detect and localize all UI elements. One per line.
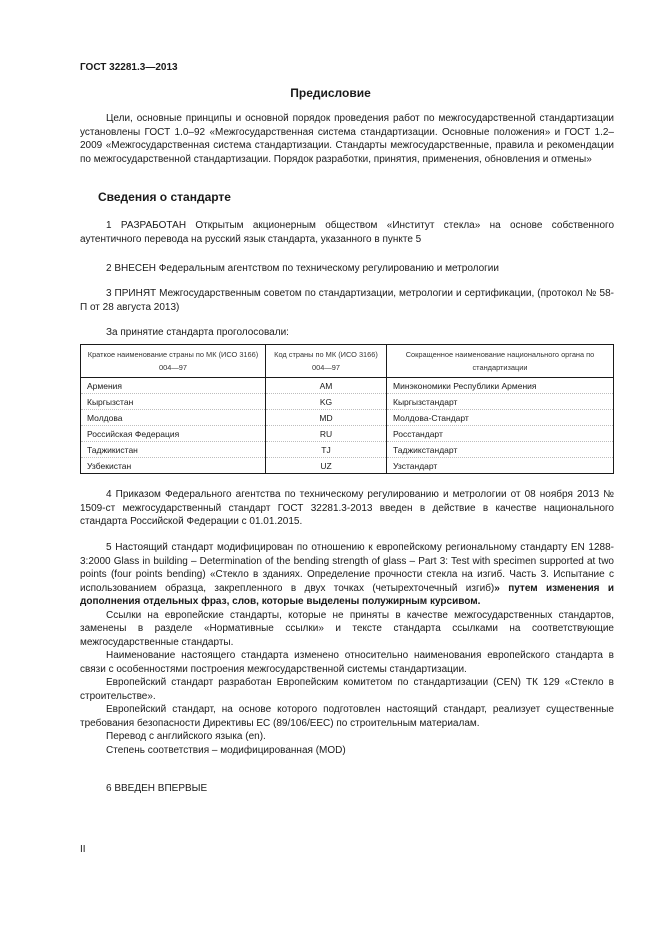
table-header-country: Краткое наименование страны по МК (ИСО 3166) 004—97 [81, 345, 266, 378]
countries-table [80, 344, 614, 474]
voted-intro: За принятие стандарта проголосовали: [106, 327, 289, 338]
refs-paragraph: Ссылки на европейские стандарты, которые не приняты в качестве межгосударственных стандартов, заменены в разделе «Нормативные ссылки» и тексте стандарта ссылками на соответствующие межгосударственные стандарты. [80, 609, 614, 648]
table-header-code: Код страны по МК (ИСО 3166) 004—97 [266, 345, 387, 378]
body-cell: Минэкономики Республики Армения [387, 378, 614, 394]
country-cell: Узбекистан [81, 458, 266, 474]
table-header-row [81, 345, 614, 378]
item6-block [80, 782, 614, 796]
code-cell: UZ [266, 458, 387, 474]
item1-block [80, 219, 614, 246]
table-header-body: Сокращенное наименование национального органа по стандартизации [387, 345, 614, 378]
code-cell: TJ [266, 442, 387, 458]
body-cell: Таджикстандарт [387, 442, 614, 458]
body-cell: Кыргызстандарт [387, 394, 614, 410]
foreword-block [80, 112, 614, 166]
country-cell: Таджикистан [81, 442, 266, 458]
item5-paragraph [80, 541, 614, 609]
code-cell: MD [266, 410, 387, 426]
item5-text: 5 Настоящий стандарт модифицирован по отношению к европейскому региональному стандарту EN 1288-3:2000 Glass in building – Determination of the bending strength of glass – Part 3: Test with specimen supported at two points (four points bending) «Стекло в зданиях. Определение прочности стекла на изгиб. Часть 3. Испытание с использованием образца, закрепленного в двух точках (четырехточечный изгиб) [80, 542, 614, 594]
body-cell: Молдова-Стандарт [387, 410, 614, 426]
item1-paragraph: 1 РАЗРАБОТАН Открытым акционерным обществом «Институт стекла» на основе собственного аутентичного перевода на русский язык стандарта, указанного в пункте 5 [80, 220, 614, 245]
item6-paragraph: 6 ВВЕДЕН ВПЕРВЫЕ [106, 783, 208, 794]
foreword-paragraph: Цели, основные принципы и основной порядок проведения работ по межгосударственной стандартизации установлены ГОСТ 1.0–92 «Межгосударственная система стандартизации. Основные положения» и ГОСТ 1.2–2009 «Межгосударственная система стандартизации. Стандарты межгосударственные, правила и рекомендации по межгосударственной стандартизации. Порядок разработки, принятия, применения, обновления и отмены» [80, 113, 614, 165]
table-row [81, 394, 614, 410]
item4-block [80, 488, 614, 529]
name-paragraph: Наименование настоящего стандарта изменено относительно наименования европейского стандарта в связи с особенностями построения межгосударственной системы стандартизации. [80, 650, 614, 675]
table-row [81, 442, 614, 458]
country-cell: Кыргызстан [81, 394, 266, 410]
code-cell: RU [266, 426, 387, 442]
item5-bold-text: » путем изменения и дополнения отдельных фраз, слов, которые выделены полужирным курсивом. [80, 582, 614, 607]
table-row [81, 426, 614, 442]
code-cell: KG [266, 394, 387, 410]
code-cell: AM [266, 378, 387, 394]
standard-header: ГОСТ 32281.3—2013 [80, 62, 178, 73]
degree-paragraph: Степень соответствия – модифицированная (MOD) [106, 744, 346, 756]
item3-block [80, 287, 614, 314]
country-cell: Армения [81, 378, 266, 394]
body-cell: Узстандарт [387, 458, 614, 474]
table-row [81, 378, 614, 394]
item4-paragraph: 4 Приказом Федерального агентства по техническому регулированию и метрологии от 08 ноября 2013 № 1509-ст межгосударственный стандарт ГОСТ 32281.3-2013 введен в действие в качестве национального стандарта Российской Федерации с 01.01.2015. [80, 489, 614, 527]
item2-paragraph: 2 ВНЕСЕН Федеральным агентством по техническому регулированию и метрологии [106, 263, 499, 274]
voted-intro-block [80, 326, 614, 340]
country-cell: Молдова [81, 410, 266, 426]
table-row [81, 458, 614, 474]
country-cell: Российская Федерация [81, 426, 266, 442]
page-title: Предисловие [290, 86, 371, 100]
table-row [81, 410, 614, 426]
item3-paragraph: 3 ПРИНЯТ Межгосударственным советом по стандартизации, метрологии и сертификации, (протокол № 58-П от 28 августа 2013) [80, 288, 614, 313]
lang-paragraph: Перевод с английского языка (en). [106, 731, 266, 742]
section-title: Сведения о стандарте [98, 190, 231, 204]
cen-paragraph: Европейский стандарт разработан Европейским комитетом по стандартизации (CEN) ТК 129 «Стекло в строительстве». [80, 677, 614, 702]
body-cell: Росстандарт [387, 426, 614, 442]
eu-paragraph: Европейский стандарт, на основе которого подготовлен настоящий стандарт, реализует существенные требования безопасности Директивы ЕС (89/106/EEC) по строительным материалам. [80, 704, 614, 729]
item2-block [80, 262, 614, 276]
page-number: II [80, 844, 86, 855]
item5-block [80, 541, 614, 757]
